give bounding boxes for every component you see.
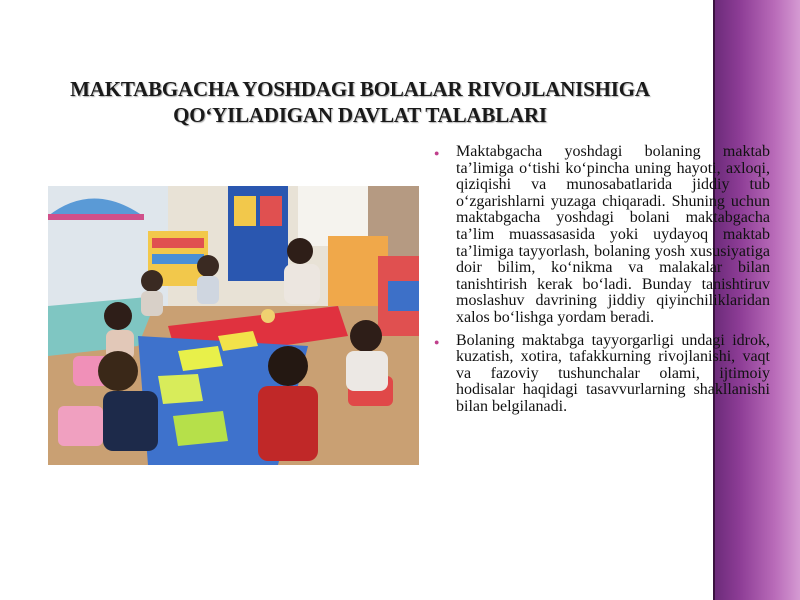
slide-title: [30, 76, 690, 128]
bullet-text-2: Bolaning maktabga tayyorgarligi undagi idrok, kuzatish, xotira, tafakkurning rivojlanishi, vaqt va fazoviy tushunchalar olami, ijtimoiy hodisalar haqidagi tasavvurlarning shakllanishi bilan belgilanadi.: [456, 331, 770, 415]
slide-title-line-1: MAKTABGACHA YOSHDAGI BOLALAR RIVOJLANISHIGA: [70, 77, 650, 101]
bullet-list: [432, 144, 770, 422]
slide-title-line-2: QO‘YILADIGAN DAVLAT TALABLARI: [173, 103, 547, 127]
classroom-photo: [48, 186, 419, 465]
bullet-item-2: [432, 333, 770, 416]
bullet-text-1: Maktabgacha yoshdagi bolaning maktab ta’limiga o‘tishi ko‘pincha uning hayoti, axloqi, qiziqishi va munosabatlarida jiddiy tub o‘zgarishlarni yuzaga chiqaradi. Shuning uchun maktabgacha yoshdagi bolani maktabgacha ta’lim muassasasida yoki uydayoq maktab ta’limiga tayyorlash, bolaning yosh xususiyatiga doir bilim, ko‘nikma va malakalar bilan tanishtirish kerak bo‘ladi. Bunday tanishtiruv moslashuv davrining jiddiy qiyinchiliklaridan xalos bo‘lishga yordam beradi.: [456, 143, 770, 326]
bullet-dot-icon: ●: [434, 148, 440, 158]
classroom-photo-illustration: [48, 186, 419, 465]
bullet-dot-icon: ●: [434, 336, 440, 347]
bullet-item-1: [432, 144, 770, 327]
